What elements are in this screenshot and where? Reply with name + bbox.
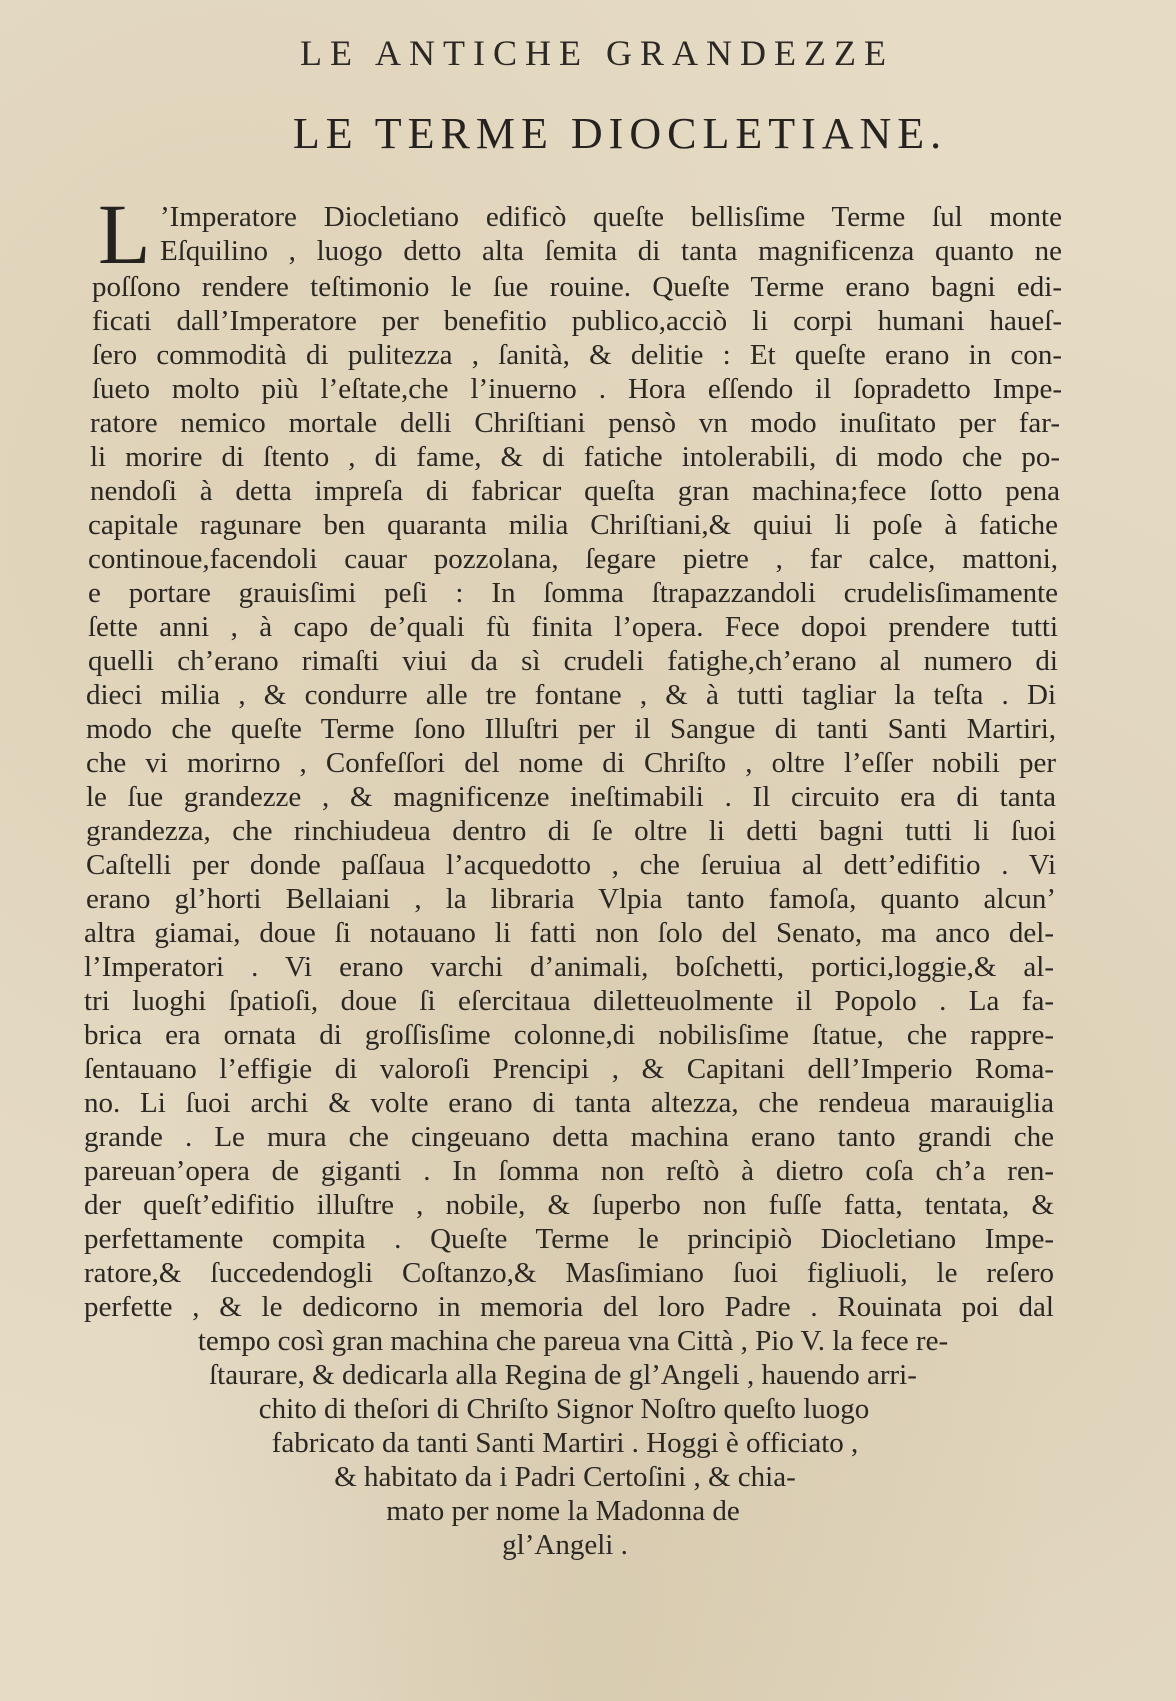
text-line: poſſono rendere teſtimonio le ſue rouine. Queſte Terme erano bagni edi- <box>92 271 1062 303</box>
text-line: ſtaurare, & dedicarla alla Regina de gl’Angeli , hauendo arri- <box>209 1359 917 1391</box>
drop-cap: L <box>98 198 151 270</box>
text-line: chito di theſori di Chriſto Signor Noſtro queſto luogo <box>258 1393 870 1425</box>
text-line: grande . Le mura che cingeuano detta machina erano tanto grandi che <box>84 1121 1054 1153</box>
text-line: l’Imperatori . Vi erano varchi d’animali, boſchetti, portici,loggie,& al- <box>84 951 1054 983</box>
text-line: continoue,facendoli cauar pozzolana, ſegare pietre , far calce, mattoni, <box>88 543 1058 575</box>
text-line: Eſquilino , luogo detto alta ſemita di tanta magnificenza quanto ne <box>160 235 1062 267</box>
text-line: dieci milia , & condurre alle tre fontane , & à tutti tagliar la teſta . Di <box>86 679 1056 711</box>
text-line: che vi morirno , Confeſſori del nome di Chriſto , oltre l’eſſer nobili per <box>86 747 1056 779</box>
text-line: mato per nome la Madonna de <box>386 1495 740 1527</box>
text-line: capitale ragunare ben quaranta milia Chriſtiani,& quiui li poſe à fatiche <box>88 509 1058 541</box>
text-line: nendoſi à detta impreſa di fabricar queſta gran machina;fece ſotto pena <box>90 475 1060 507</box>
text-line: ratore,& ſuccedendogli Coſtanzo,& Masſimiano ſuoi figliuoli, le reſero <box>84 1257 1054 1289</box>
text-line: ſero commodità di pulitezza , ſanità, & delitie : Et queſte erano in con- <box>92 339 1062 371</box>
text-line: & habitato da i Padri Certoſini , & chia- <box>334 1461 796 1493</box>
chapter-title: LE TERME DIOCLETIANE. <box>292 109 948 158</box>
text-line: le ſue grandezze , & magnificenze ineſtimabili . Il circuito era di tanta <box>86 781 1056 813</box>
text-line: e portare grauisſimi peſi : In ſomma ſtrapazzandoli crudelisſimamente <box>88 577 1058 609</box>
text-line: quelli ch’erano rimaſti viui da sì crudeli fatighe,ch’erano al numero di <box>88 645 1058 677</box>
text-line: ficati dall’Imperatore per benefitio publico,acciò li corpi humani haueſ- <box>92 305 1062 337</box>
text-line: brica era ornata di groſſisſime colonne,di nobilisſime ſtatue, che rappre- <box>84 1019 1054 1051</box>
text-line: perfette , & le dedicorno in memoria del loro Padre . Rouinata poi dal <box>84 1291 1054 1323</box>
text-line: Caſtelli per donde paſſaua l’acquedotto , che ſeruiua al dett’edifitio . Vi <box>86 849 1056 881</box>
text-line: erano gl’horti Bellaiani , la libraria Vlpia tanto famoſa, quanto alcun’ <box>86 883 1056 915</box>
text-line: ſentauano l’effigie di valoroſi Prencipi , & Capitani dell’Imperio Roma- <box>84 1053 1054 1085</box>
running-head: LE ANTICHE GRANDEZZE <box>300 33 894 73</box>
text-line: fabricato da tanti Santi Martiri . Hoggi è officiato , <box>271 1427 859 1459</box>
text-line: no. Li ſuoi archi & volte erano di tanta altezza, che rendeua marauiglia <box>84 1087 1054 1119</box>
text-line: tri luoghi ſpatioſi, doue ſi eſercitaua diletteuolmente il Popolo . La fa- <box>84 985 1054 1017</box>
text-line: gl’Angeli . <box>502 1529 628 1561</box>
text-line: pareuan’opera de giganti . In ſomma non reſtò à dietro coſa ch’a ren- <box>84 1155 1054 1187</box>
text-line: grandezza, che rinchiudeua dentro di ſe oltre li detti bagni tutti li ſuoi <box>86 815 1056 847</box>
text-line: der queſt’edifitio illuſtre , nobile, & ſuperbo non fuſſe fatta, tentata, & <box>84 1189 1054 1221</box>
text-line: ſueto molto più l’eſtate,che l’inuerno . Hora eſſendo il ſopradetto Impe- <box>92 373 1062 405</box>
text-line: ’Imperatore Diocletiano edificò queſte bellisſime Terme ſul monte <box>160 201 1062 233</box>
text-line: ratore nemico mortale delli Chriſtiani pensò vn modo inuſitato per far- <box>90 407 1060 439</box>
text-line: perfettamente compita . Queſte Terme le principiò Diocletiano Impe- <box>84 1223 1054 1255</box>
text-line: modo che queſte Terme ſono Illuſtri per il Sangue di tanti Santi Martiri, <box>86 713 1056 745</box>
text-line: ſette anni , à capo de’quali fù finita l’opera. Fece dopoi prendere tutti <box>88 611 1058 643</box>
text-line: tempo così gran machina che pareua vna Città , Pio V. la fece re- <box>197 1325 949 1357</box>
text-line: li morire di ſtento , di fame, & di fatiche intolerabili, di modo che po- <box>90 441 1060 473</box>
text-line: altra giamai, doue ſi notauano li fatti non ſolo del Senato, ma anco del- <box>84 917 1054 949</box>
